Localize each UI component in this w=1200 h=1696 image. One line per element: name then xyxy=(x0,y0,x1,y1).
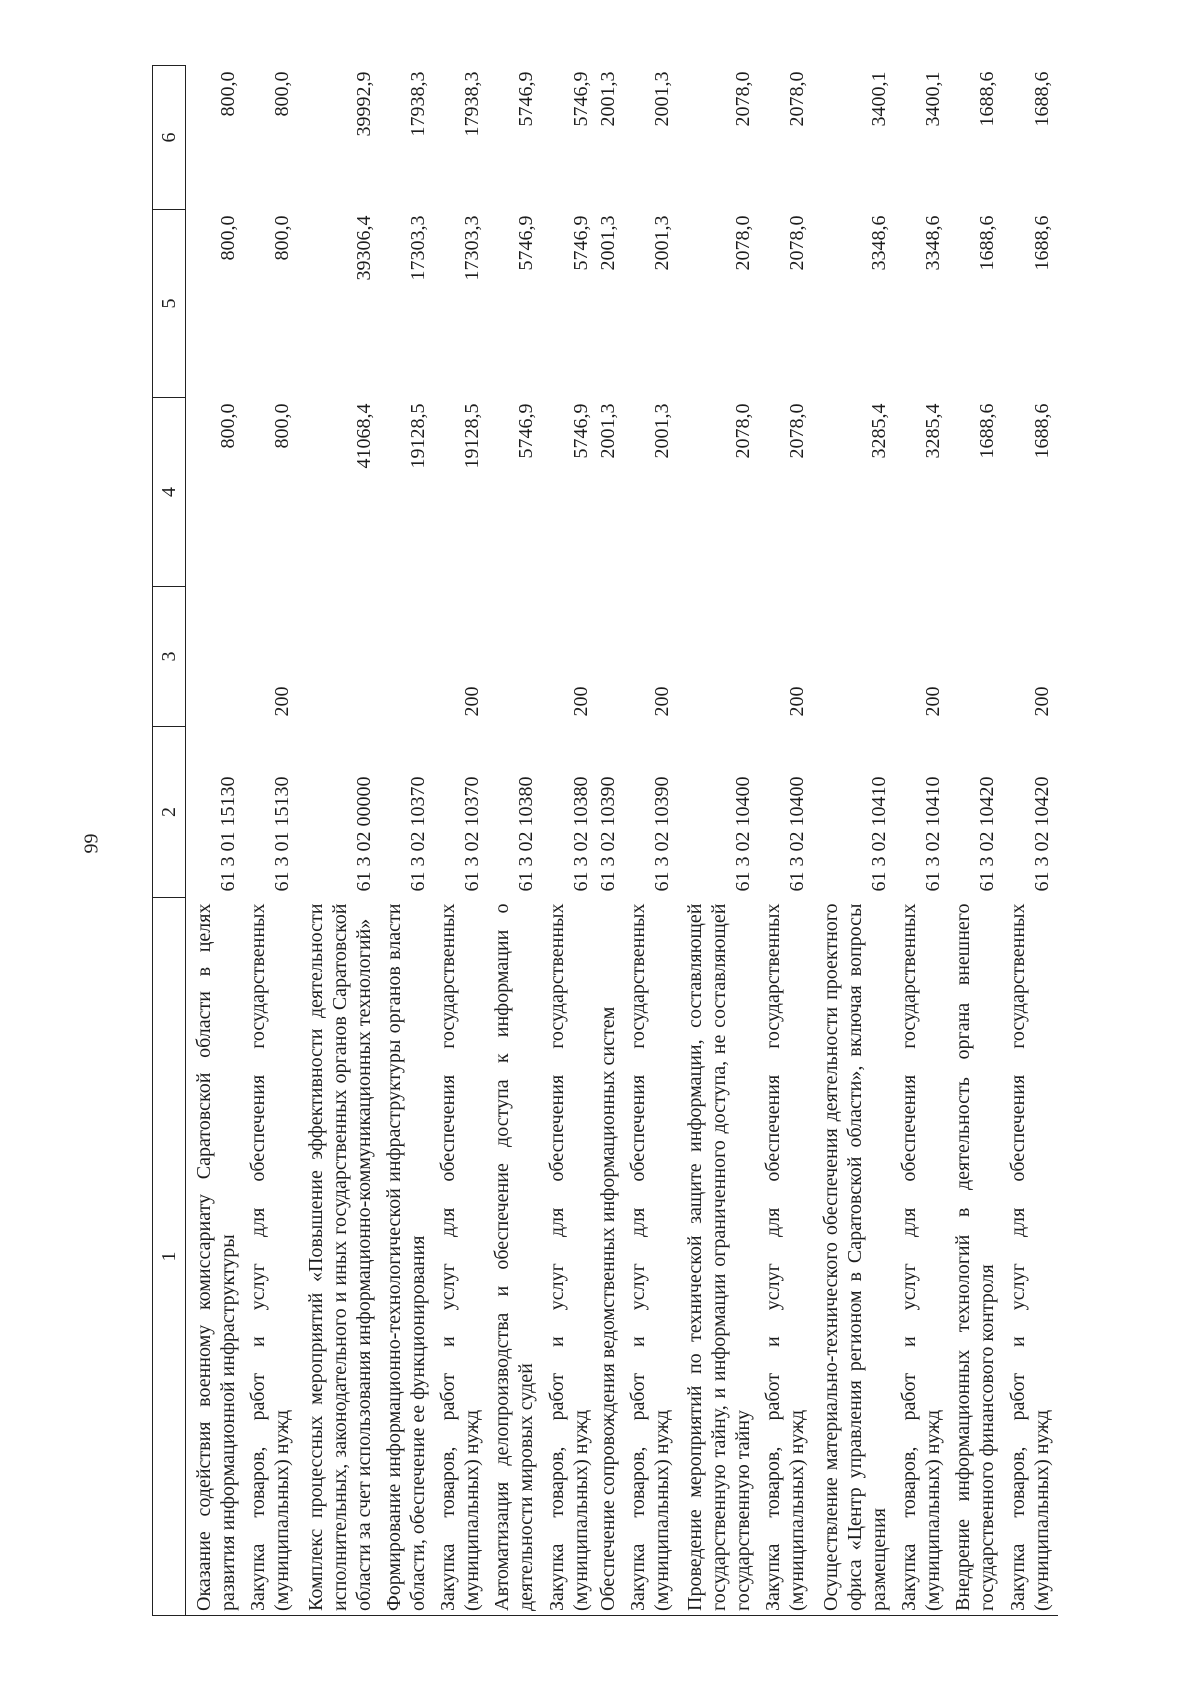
row-value-col-6: 5746,9 xyxy=(515,71,538,127)
row-code: 61 3 02 10400 xyxy=(786,776,809,892)
row-value-col-5: 2078,0 xyxy=(732,215,755,271)
table-row xyxy=(999,66,1058,1616)
row-value-col-6: 2078,0 xyxy=(786,71,809,127)
row-value-col-5: 2078,0 xyxy=(786,215,809,271)
row-code: 61 3 02 10390 xyxy=(650,776,673,892)
table-row xyxy=(240,66,294,1616)
row-value-col-5: 800,0 xyxy=(271,215,294,261)
row-expense-type: 200 xyxy=(569,686,592,717)
header-col-4: 4 xyxy=(153,398,186,587)
row-expense-type xyxy=(593,587,620,727)
row-value-col-5: 3348,6 xyxy=(867,215,890,271)
row-value-col-5: 17303,3 xyxy=(461,215,484,281)
row-expense-type: 200 xyxy=(461,686,484,717)
row-value-col-6: 2001,3 xyxy=(650,71,673,127)
row-name: Обеспечение сопровождения ведомственных информационных систем xyxy=(593,898,620,1616)
row-code: 61 3 02 10370 xyxy=(406,776,429,892)
row-code: 61 3 02 10380 xyxy=(515,776,538,892)
row-value-col-5: 17303,3 xyxy=(406,215,429,281)
table-row xyxy=(755,66,809,1616)
page-number: 99 xyxy=(80,833,103,854)
row-value-col-4: 800,0 xyxy=(217,403,240,449)
row-code: 61 3 02 10370 xyxy=(461,776,484,892)
row-value-col-6: 5746,9 xyxy=(569,71,592,127)
table-row xyxy=(430,66,484,1616)
row-name: Закупка товаров, работ и услуг для обеспечения государственных (муниципальных) нужд xyxy=(430,898,484,1616)
row-code: 61 3 02 10400 xyxy=(732,776,755,892)
row-name: Автоматизация делопроизводства и обеспечение доступа к информации о деятельности мировых судей xyxy=(484,898,538,1616)
row-value-col-6: 2001,3 xyxy=(596,71,619,127)
row-name: Осуществление материально-технического обеспечения деятельности проектного офиса «Центр управления регионом в Саратовской области», включая вопросы размещения xyxy=(809,898,890,1616)
row-name: Закупка товаров, работ и услуг для обеспечения государственных (муниципальных) нужд xyxy=(891,898,945,1616)
rotated-table-container xyxy=(152,66,1058,1616)
row-name: Проведение мероприятий по технической защите информации, составляющей государственную тайну, и информации ограниченного доступа, не составляющей государственную тайну xyxy=(674,898,755,1616)
header-col-1: 1 xyxy=(153,898,186,1616)
row-value-col-4: 1688,6 xyxy=(1031,403,1053,459)
row-value-col-5: 5746,9 xyxy=(569,215,592,271)
row-code: 61 3 02 10420 xyxy=(1031,776,1053,892)
table-header xyxy=(153,66,186,1616)
row-value-col-4: 19128,5 xyxy=(406,403,429,469)
table-row xyxy=(294,66,375,1616)
row-value-col-6: 2078,0 xyxy=(732,71,755,127)
row-expense-type xyxy=(945,587,999,727)
table-row xyxy=(674,66,755,1616)
row-name: Закупка товаров, работ и услуг для обеспечения государственных (муниципальных) нужд xyxy=(538,898,592,1616)
row-name: Формирование информационно-технологической инфраструктуры органов власти области, обеспечение ее функционирования xyxy=(376,898,430,1616)
row-value-col-4: 1688,6 xyxy=(976,403,999,459)
row-name: Комплекс процессных мероприятий «Повышение эффективности деятельности исполнительных, законодательного и иных государственных органов Саратовской области за счет использования информационно-коммуникационных технологий» xyxy=(294,898,375,1616)
header-row xyxy=(153,66,186,1616)
row-name: Внедрение информационных технологий в деятельность органа внешнего государственного финансового контроля xyxy=(945,898,999,1616)
table-row xyxy=(809,66,890,1616)
row-value-col-5: 1688,6 xyxy=(976,215,999,271)
row-name: Закупка товаров, работ и услуг для обеспечения государственных (муниципальных) нужд xyxy=(240,898,294,1616)
row-value-col-4: 41068,4 xyxy=(352,403,375,469)
table-row xyxy=(538,66,592,1616)
row-value-col-5: 800,0 xyxy=(217,215,240,261)
row-code: 61 3 01 15130 xyxy=(271,776,294,892)
table-row xyxy=(376,66,430,1616)
row-expense-type: 200 xyxy=(786,686,809,717)
table-row xyxy=(891,66,945,1616)
row-value-col-4: 2001,3 xyxy=(596,403,619,459)
row-value-col-6: 800,0 xyxy=(217,71,240,117)
row-value-col-6: 39992,9 xyxy=(352,71,375,137)
row-value-col-6: 3400,1 xyxy=(867,71,890,127)
row-value-col-4: 3285,4 xyxy=(921,403,944,459)
row-expense-type xyxy=(809,587,890,727)
header-col-5: 5 xyxy=(153,210,186,398)
row-code: 61 3 02 10410 xyxy=(867,776,890,892)
row-expense-type: 200 xyxy=(650,686,673,717)
row-value-col-4: 5746,9 xyxy=(515,403,538,459)
row-value-col-6: 17938,3 xyxy=(461,71,484,137)
row-value-col-5: 3348,6 xyxy=(921,215,944,271)
header-col-3: 3 xyxy=(153,587,186,727)
row-name: Закупка товаров, работ и услуг для обеспечения государственных (муниципальных) нужд xyxy=(620,898,674,1616)
row-value-col-4: 5746,9 xyxy=(569,403,592,459)
row-value-col-4: 2078,0 xyxy=(786,403,809,459)
row-expense-type xyxy=(484,587,538,727)
row-expense-type xyxy=(674,587,755,727)
row-value-col-4: 3285,4 xyxy=(867,403,890,459)
header-col-2: 2 xyxy=(153,727,186,898)
table-row xyxy=(186,66,241,1616)
row-expense-type xyxy=(294,587,375,727)
row-code: 61 3 01 15130 xyxy=(217,776,240,892)
table-row xyxy=(593,66,620,1616)
row-expense-type: 200 xyxy=(271,686,294,717)
row-value-col-4: 800,0 xyxy=(271,403,294,449)
row-name: Закупка товаров, работ и услуг для обеспечения государственных (муниципальных) нужд xyxy=(999,898,1058,1616)
row-value-col-6: 1688,6 xyxy=(1031,71,1053,127)
row-value-col-5: 2001,3 xyxy=(596,215,619,271)
header-col-6: 6 xyxy=(153,66,186,210)
table-row xyxy=(484,66,538,1616)
budget-table xyxy=(152,65,1058,1616)
row-name: Закупка товаров, работ и услуг для обеспечения государственных (муниципальных) нужд xyxy=(755,898,809,1616)
row-value-col-4: 2078,0 xyxy=(732,403,755,459)
row-value-col-6: 3400,1 xyxy=(921,71,944,127)
row-value-col-6: 800,0 xyxy=(271,71,294,117)
row-code: 61 3 02 10390 xyxy=(596,776,619,892)
row-expense-type xyxy=(376,587,430,727)
row-expense-type xyxy=(186,587,241,727)
row-expense-type: 200 xyxy=(1031,686,1053,717)
row-value-col-5: 39306,4 xyxy=(352,215,375,281)
table-row xyxy=(620,66,674,1616)
row-code: 61 3 02 00000 xyxy=(352,776,375,892)
row-value-col-5: 1688,6 xyxy=(1031,215,1053,271)
table-body xyxy=(186,66,1059,1616)
row-code: 61 3 02 10380 xyxy=(569,776,592,892)
row-value-col-5: 5746,9 xyxy=(515,215,538,271)
row-code: 61 3 02 10420 xyxy=(976,776,999,892)
row-expense-type: 200 xyxy=(921,686,944,717)
table-row xyxy=(945,66,999,1616)
row-value-col-4: 19128,5 xyxy=(461,403,484,469)
row-name: Оказание содействия военному комиссариату Саратовской области в целях развития информационной инфраструктуры xyxy=(186,898,241,1616)
row-value-col-5: 2001,3 xyxy=(650,215,673,271)
row-value-col-6: 1688,6 xyxy=(976,71,999,127)
row-value-col-4: 2001,3 xyxy=(650,403,673,459)
row-code: 61 3 02 10410 xyxy=(921,776,944,892)
row-value-col-6: 17938,3 xyxy=(406,71,429,137)
